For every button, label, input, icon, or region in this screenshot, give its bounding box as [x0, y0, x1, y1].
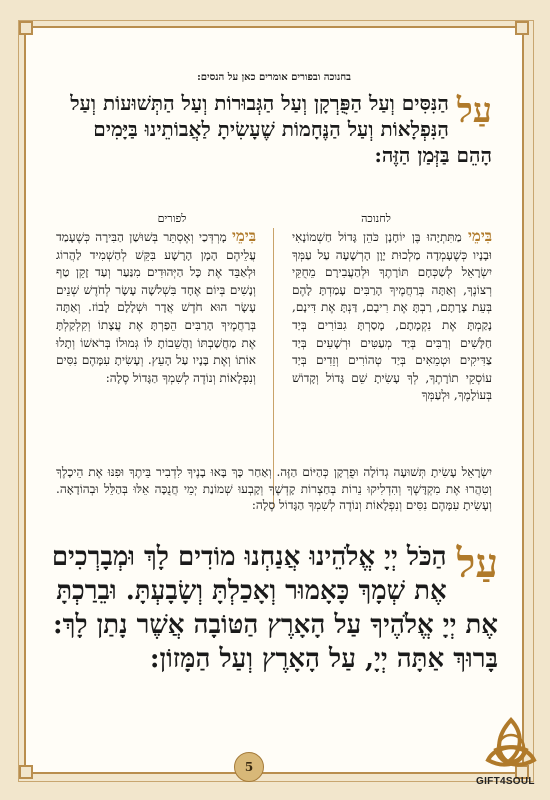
frame-corner: [19, 21, 33, 35]
chanukah-heading: לחנוכה: [361, 212, 391, 225]
page-frame: [24, 26, 524, 774]
chanukah-column: [292, 228, 492, 405]
purim-column: [56, 228, 256, 387]
al-hanisim-text: הַנִּסִּים וְעַל הַפֻּרְקָן וְעַל הַגְּבוּרוֹת וְעַל הַתְּשׁוּעוֹת וְעַל הַנִּפְלָאוֹת וְעַל הַנֶּחָמוֹת שֶׁעָשִׂיתָ לַאֲבוֹתֵינוּ בַּיָּמִים הָהֵם בַּזְּמַן הַזֶּה:: [70, 91, 492, 167]
chanukah-first-word: בִּימֵי: [468, 227, 492, 245]
page-number: 5: [234, 752, 264, 782]
chanukah-continuation: יִשְׂרָאֵל עָשִׂיתָ תְּשׁוּעָה גְדוֹלָה וּפֻרְקָן כְּהַיּוֹם הַזֶּה. וְאַחַר כָּךְ בָּאוּ בָנֶיךָ לִדְבִיר בֵּיתֶךָ וּפִנּוּ אֶת הֵיכָלֶךָ וְטִהֲרוּ אֶת מִקְדָּשֶׁךָ וְהִדְלִיקוּ נֵרוֹת בְּחַצְרוֹת קָדְשֶׁךָ וְקָבְעוּ שְׁמוֹנַת יְמֵי חֲנֻכָּה אֵלּוּ בְּהַלֵּל וּבְהוֹדָאָה. וְעָשִׂיתָ עִמָּהֶם נִסִּים וְנִפְלָאוֹת וְנוֹדֶה לְשִׁמְךָ הַגָּדוֹל סֶלָה:: [56, 465, 492, 512]
frame-corner: [19, 765, 33, 779]
al-hanisim-initial-word: עַל: [456, 91, 492, 131]
frame-corner: [515, 21, 529, 35]
al-hakol-block: [50, 540, 498, 676]
purim-text: מָרְדְּכַי וְאֶסְתֵּר בְּשׁוּשַׁן הַבִּירָה כְּשֶׁעָמַד עֲלֵיהֶם הָמָן הָרָשָׁע בִּקֵּשׁ לְהַשְׁמִיד לַהֲרוֹג וּלְאַבֵּד אֶת כָּל הַיְּהוּדִים מִנַּעַר וְעַד זָקֵן טַף וְנָשִׁים בְּיוֹם אֶחָד בִּשְׁלֹשָׁה עָשָׂר לְחֹדֶשׁ שְׁנֵים עָשָׂר הוּא חֹדֶשׁ אֲדָר וּשְׁלָלָם לָבוֹז. וְאַתָּה בְּרַחֲמֶיךָ הָרַבִּים הֵפַרְתָּ אֶת עֲצָתוֹ וְקִלְקַלְתָּ אֶת מַחֲשַׁבְתּוֹ וַהֲשֵׁבוֹתָ לּוֹ גְּמוּלוֹ בְּרֹאשׁוֹ וְתָלוּ אוֹתוֹ וְאֶת בָּנָיו עַל הָעֵץ. וְעָשִׂיתָ עִמָּהֶם נִסִּים וְנִפְלָאוֹת וְנוֹדֶה לְשִׁמְךָ הַגָּדוֹל סֶלָה:: [56, 230, 256, 385]
al-hakol-initial-word: עַל: [456, 540, 498, 587]
chanukah-text: מַתִּתְיָהוּ בֶּן יוֹחָנָן כֹּהֵן גָּדוֹל חַשְׁמוֹנָאִי וּבָנָיו כְּשֶׁעָמְדָה מַלְכוּת יָוָן הָרְשָׁעָה עַל עַמְּךָ יִשְׂרָאֵל לְשַׁכְּחָם תּוֹרָתֶךָ וּלְהַעֲבִירָם מֵחֻקֵּי רְצוֹנֶךָ, וְאַתָּה בְּרַחֲמֶיךָ הָרַבִּים עָמַדְתָּ לָהֶם בְּעֵת צָרָתָם, רַבְתָּ אֶת רִיבָם, דַּנְתָּ אֶת דִּינָם, נָקַמְתָּ אֶת נִקְמָתָם, מָסַרְתָּ גִבּוֹרִים בְּיַד חַלָּשִׁים וְרַבִּים בְּיַד מְעַטִּים וּרְשָׁעִים בְּיַד צַדִּיקִים וּטְמֵאִים בְּיַד טְהוֹרִים וְזֵדִים בְּיַד עוֹסְקֵי תוֹרָתֶךָ, לְךָ עָשִׂיתָ שֵׁם גָּדוֹל וְקָדוֹשׁ בְּעוֹלָמֶךָ, וּלְעַמְּךָ: [292, 230, 492, 403]
purim-first-word: בִּימֵי: [231, 227, 256, 245]
al-hakol-text: הַכֹּל יְיָ אֱלֹהֵינוּ אֲנַחְנוּ מוֹדִים לָךְ וּמְבָרְכִים אֶת שְׁמָךְ כָּאָמוּר וְאָכַלְתָּ וְשָׂבָעְתָּ. וּבֵרַכְתָּ אֶת יְיָ אֱלֹהֶיךָ עַל הָאָרֶץ הַטּוֹבָה אֲשֶׁר נָתַן לָךְ: בָּרוּךְ אַתָּה יְיָ, עַל הָאָרֶץ וְעַל הַמָּזוֹן:: [51, 542, 498, 674]
intro-instruction: בחנוכה ובפורים אומרים כאן על הנסים:: [197, 72, 351, 83]
brand-name: GIFT4SOUL: [476, 776, 535, 787]
al-hanisim-block: [56, 90, 492, 168]
purim-heading: לפורים: [157, 212, 187, 225]
